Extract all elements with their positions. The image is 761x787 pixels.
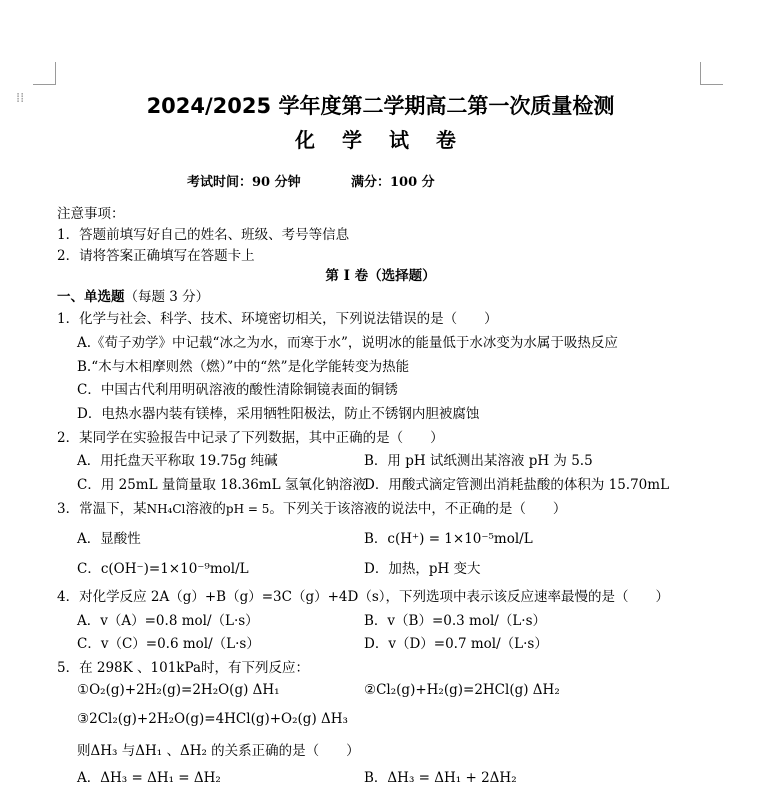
question-1-option-d: D．电热水器内装有镁棒，采用牺牲阳极法，防止不锈钢内胆被腐蚀 [77,406,480,422]
question-3-option-a: A．显酸性 [77,531,141,547]
question-3-formula: NH₄Cl [146,502,186,516]
corner-mark-top-left [33,62,56,85]
question-1-option-b: B.“木与木相摩则然（燃）”中的“然”是化学能转变为热能 [77,359,410,375]
question-4-option-c: C．v（C）=0.6 mol/（L·s） [77,636,260,652]
note-item-2: 2．请将答案正确填写在答题卡上 [57,248,255,264]
full-score: 满分：100 分 [351,175,435,190]
question-5-option-b: B．ΔH₃ = ΔH₁ + 2ΔH₂ [364,770,517,786]
corner-mark-top-right [700,62,723,85]
question-4-option-b: B．v（B）=0.3 mol/（L·s） [364,613,547,629]
question-2-option-b: B．用 pH 试纸测出某溶液 pH 为 5.5 [364,453,593,469]
question-3-stem-pre: 3．常温下，某 [57,501,147,517]
question-3-stem-mid: 溶液的 [185,501,226,517]
question-2-stem: 2．某同学在实验报告中记录了下列数据，其中正确的是（ ） [57,430,444,446]
question-5-reaction-3: ③2Cl₂(g)+2H₂O(g)=4HCl(g)+O₂(g) ΔH₃ [77,711,348,727]
question-1-stem: 1．化学与社会、科学、技术、环境密切相关，下列说法错误的是（ ） [57,311,498,327]
exam-title: 2024/2025 学年度第二学期高二第一次质量检测 [146,94,615,118]
part-note: （每题 3 分） [124,289,210,305]
question-1-option-a: A.《荀子劝学》中记载“冰之为水，而寒于水”，说明冰的能量低于水冰变为水属于吸热反应 [77,335,618,351]
question-2-option-c: C．用 25mL 量筒量取 18.36mL 氢氧化钠溶液 [77,477,366,493]
question-2-option-d: D．用酸式滴定管测出消耗盐酸的体积为 15.70mL [364,477,670,493]
exam-subtitle: 化 学 试 卷 [295,128,466,152]
section-title: 第 I 卷（选择题） [325,268,436,284]
question-4-stem: 4．对化学反应 2A（g）+B（g）=3C（g）+4D（s），下列选项中表示该反应速率最慢的是（ ） [57,589,670,605]
question-3-ph: pH = 5 [225,502,270,516]
question-5-option-a: A．ΔH₃ = ΔH₁ = ΔH₂ [77,770,221,786]
question-3-stem [57,497,566,517]
notes-heading: 注意事项： [57,206,125,222]
question-5-reaction-1: ①O₂(g)+2H₂(g)=2H₂O(g) ΔH₁ [77,682,280,698]
part-label: 一、单选题 [57,289,125,305]
question-3-option-d: D．加热，pH 变大 [364,561,481,577]
question-4-option-d: D．v（D）=0.7 mol/（L·s） [364,636,548,652]
question-3-option-c: C．c(OH⁻)=1×10⁻⁹mol/L [77,561,249,577]
part-heading [57,285,209,305]
note-item-1: 1．答题前填写好自己的姓名、班级、考号等信息 [57,227,350,243]
exam-time: 考试时间：90 分钟 [187,175,301,190]
drag-handle-icon[interactable]: ⁞⁞ [16,91,25,106]
question-5-relation: 则ΔH₃ 与ΔH₁ 、ΔH₂ 的关系正确的是（ ） [77,743,360,759]
question-5-stem: 5．在 298K 、101kPa时，有下列反应： [57,660,309,676]
question-2-option-a: A．用托盘天平称取 19.75g 纯碱 [77,453,278,469]
question-3-option-b: B．c(H⁺) = 1×10⁻⁵mol/L [364,531,533,547]
question-3-stem-post: 。下列关于该溶液的说法中，不正确的是（ ） [269,501,567,517]
question-5-reaction-2: ②Cl₂(g)+H₂(g)=2HCl(g) ΔH₂ [364,682,560,698]
question-4-option-a: A．v（A）=0.8 mol/（L·s） [77,613,259,629]
question-1-option-c: C．中国古代利用明矾溶液的酸性清除铜镜表面的铜锈 [77,382,398,398]
